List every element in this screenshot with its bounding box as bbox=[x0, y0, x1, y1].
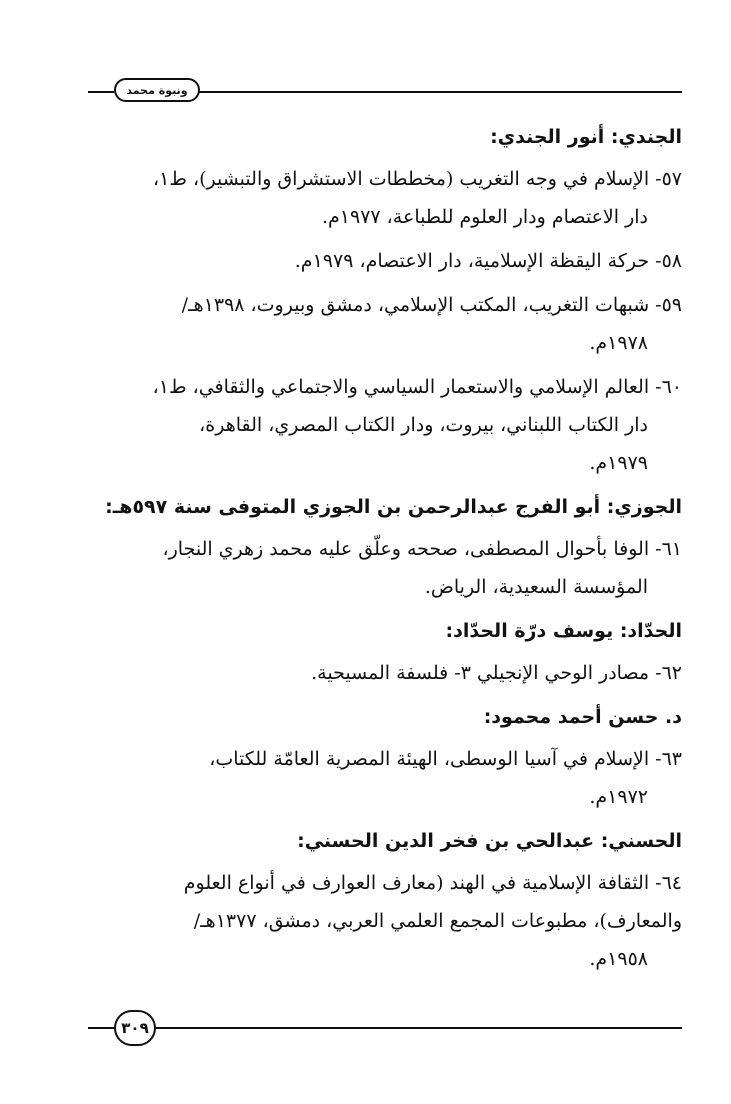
entry-line: دار الكتاب اللبناني، بيروت، ودار الكتاب المصري، القاهرة، bbox=[199, 414, 648, 436]
bibliography-content bbox=[76, 112, 682, 984]
bibliography-entry bbox=[76, 286, 682, 362]
page-number: ٣٠٩ bbox=[114, 1010, 156, 1046]
entry-line: المؤسسة السعيدية، الرياض. bbox=[424, 576, 648, 598]
footer-rule-left bbox=[88, 1027, 114, 1029]
bibliography-entry bbox=[76, 654, 682, 692]
footer-rule bbox=[154, 1027, 682, 1029]
bibliography-entry bbox=[76, 368, 682, 482]
header-rule bbox=[198, 91, 682, 93]
author-heading: الجندي: أنور الجندي: bbox=[490, 126, 682, 148]
page-footer bbox=[88, 1008, 682, 1048]
entry-line: ٥٨- حركة اليقظة الإسلامية، دار الاعتصام، ١٩٧٩م. bbox=[294, 250, 682, 272]
entry-line: والمعارف)، مطبوعات المجمع العلمي العربي، دمشق، ١٣٧٧هـ/ bbox=[193, 910, 682, 932]
author-heading: الحدّاد: يوسف درّة الحدّاد: bbox=[445, 620, 682, 642]
header-rule-left bbox=[88, 91, 114, 93]
entry-line: ٦٣- الإسلام في آسيا الوسطى، الهيئة المصرية العامّة للكتاب، bbox=[209, 748, 682, 770]
entry-line: ٦٠- العالم الإسلامي والاستعمار السياسي والاجتماعي والثقافي، ط١، bbox=[152, 376, 682, 398]
bibliography-entry bbox=[76, 864, 682, 978]
entry-line: ٦١- الوفا بأحوال المصطفى، صححه وعلّق عليه محمد زهري النجار، bbox=[162, 538, 682, 560]
entry-line: ١٩٧٩م. bbox=[589, 452, 648, 474]
bibliography-entry bbox=[76, 740, 682, 816]
bibliography-entry bbox=[76, 160, 682, 236]
author-heading: د. حسن أحمد محمود: bbox=[483, 706, 682, 728]
entry-line: ٦٤- الثقافة الإسلامية في الهند (معارف العوارف في أنواع العلوم bbox=[183, 872, 682, 894]
entry-line: ١٩٧٨م. bbox=[589, 332, 648, 354]
entry-line: ١٩٧٢م. bbox=[589, 786, 648, 808]
author-heading: الجوزي: أبو الفرج عبدالرحمن بن الجوزي المتوفى سنة ٥٩٧هـ: bbox=[105, 496, 682, 518]
bibliography-entry bbox=[76, 242, 682, 280]
entry-line: ١٩٥٨م. bbox=[589, 948, 648, 970]
entry-line: ٥٩- شبهات التغريب، المكتب الإسلامي، دمشق وبيروت، ١٣٩٨هـ/ bbox=[181, 294, 682, 316]
entry-line: ٦٢- مصادر الوحي الإنجيلي ٣- فلسفة المسيحية. bbox=[311, 662, 682, 684]
page-header bbox=[88, 74, 682, 108]
entry-line: دار الاعتصام ودار العلوم للطباعة، ١٩٧٧م. bbox=[321, 206, 648, 228]
running-title: ونبوة محمد bbox=[114, 78, 200, 102]
author-heading: الحسني: عبدالحي بن فخر الدين الحسني: bbox=[297, 830, 682, 852]
entry-line: ٥٧- الإسلام في وجه التغريب (مخططات الاستشراق والتبشير)، ط١، bbox=[153, 168, 682, 190]
bibliography-entry bbox=[76, 530, 682, 606]
